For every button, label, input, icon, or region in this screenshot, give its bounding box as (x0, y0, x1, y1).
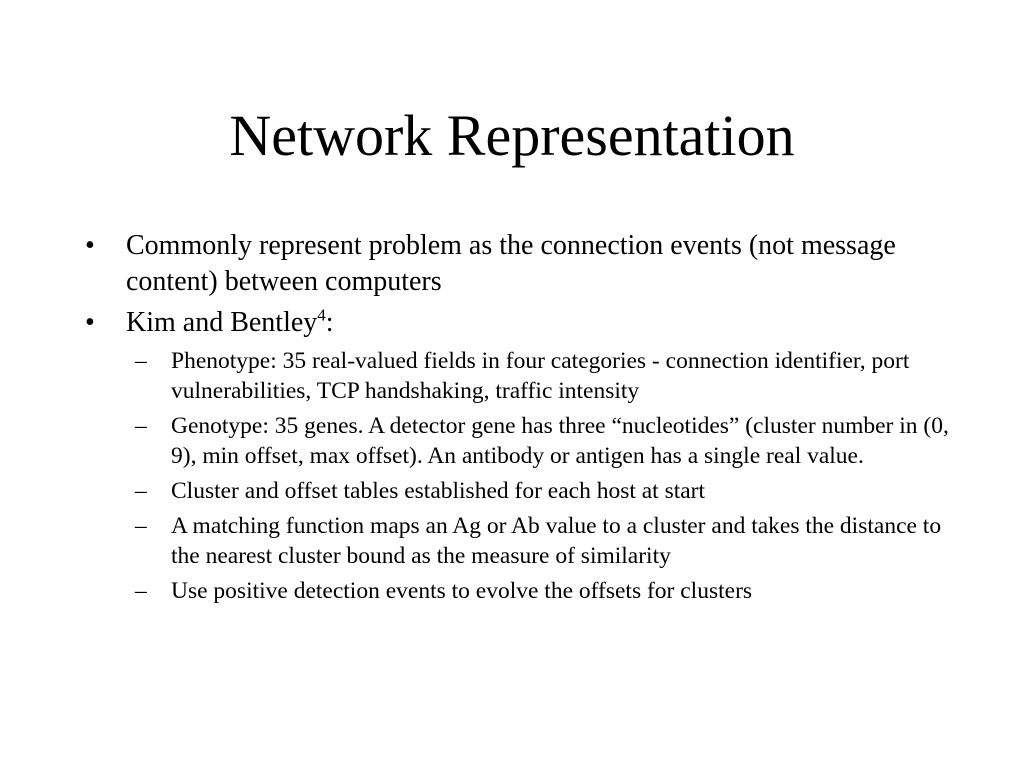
sub-bullet-item (135, 576, 955, 606)
slide-content (85, 228, 955, 611)
sub-bullet-text: Use positive detection events to evolve the offsets for clusters (171, 578, 753, 604)
bullet-item (85, 305, 955, 341)
bullet-marker: • (85, 307, 95, 338)
bullet-item (85, 228, 955, 300)
sub-bullet-marker: – (135, 413, 147, 439)
bullet-text-suffix: : (325, 307, 334, 338)
sub-bullet-text: A matching function maps an Ag or Ab value to a cluster and takes the distance to the nearest cluster bound as the measure of similarity (171, 513, 942, 569)
bullet-marker: • (85, 230, 95, 261)
sub-bullet-marker: – (135, 348, 147, 374)
sub-bullet-item (135, 411, 955, 471)
sub-bullet-item (135, 346, 955, 406)
sub-bullet-text: Phenotype: 35 real-valued fields in four categories - connection identifier, port vulnerabilities, TCP handshaking, traffic intensity (171, 348, 910, 404)
citation-superscript: 4 (317, 305, 326, 325)
sub-bullet-marker: – (135, 513, 147, 539)
bullet-text: Commonly represent problem as the connection events (not message content) between computers (126, 230, 896, 297)
sub-bullet-item (135, 511, 955, 571)
sub-bullet-text: Cluster and offset tables established for each host at start (171, 478, 706, 504)
sub-bullet-item (135, 476, 955, 506)
bullet-text: Kim and Bentley (126, 307, 318, 338)
slide-title: Network Representation (229, 103, 795, 168)
sub-bullet-text: Genotype: 35 genes. A detector gene has three “nucleotides” (cluster number in (0, 9), min offset, max offset). An antibody or antigen has a single real value. (171, 413, 949, 469)
sub-bullet-marker: – (135, 578, 147, 604)
sub-bullet-marker: – (135, 478, 147, 504)
